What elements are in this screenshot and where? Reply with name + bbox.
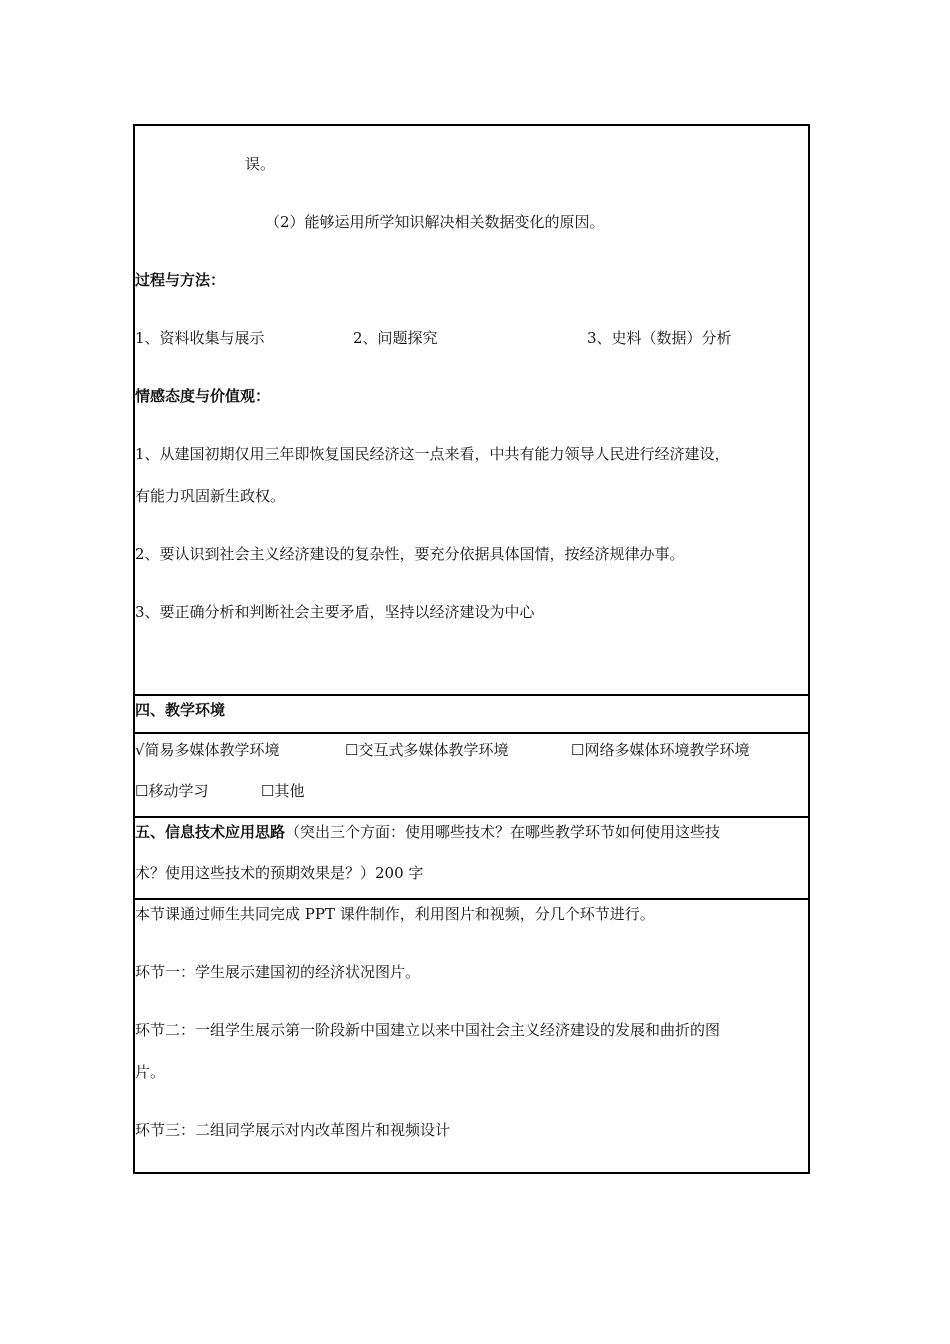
step-1: 环节一：学生展示建国初的经济状况图片。 (135, 963, 421, 981)
row-divider (135, 732, 808, 734)
section5-description-b: 术？使用这些技术的预期效果是？）200 字 (135, 864, 424, 882)
section4-heading: 四、教学环境 (135, 701, 226, 719)
row-divider (135, 694, 808, 696)
section5-heading-line1 (135, 822, 720, 842)
section5-intro: 本节课通过师生共同完成 PPT 课件制作，利用图片和视频，分几个环节进行。 (135, 905, 655, 923)
env-option-simple-multimedia[interactable]: √简易多媒体教学环境 (135, 741, 280, 759)
step-2-line1: 环节二：一组学生展示第一阶段新中国建立以来中国社会主义经济建设的发展和曲折的图 (135, 1021, 721, 1039)
env-option-mobile-learning[interactable]: ☐移动学习 (135, 782, 209, 800)
row-divider (135, 898, 808, 900)
emotion-item-1-line1: 1、从建国初期仅用三年即恢复国民经济这一点来看，中共有能力领导人民进行经济建设， (135, 445, 730, 463)
section5-heading: 五、信息技术应用思路 (135, 823, 286, 841)
step-2-line2: 片。 (135, 1063, 166, 1081)
emotion-item-3: 3、要正确分析和判断社会主要矛盾，坚持以经济建设为中心 (135, 603, 535, 621)
step-3: 环节三：二组同学展示对内改革图片和视频设计 (135, 1121, 451, 1139)
knowledge-item-2: （2）能够运用所学知识解决相关数据变化的原因。 (265, 213, 605, 231)
process-heading: 过程与方法： (135, 271, 226, 289)
process-item-2: 2、问题探究 (353, 329, 438, 347)
env-option-other[interactable]: ☐其他 (261, 782, 305, 800)
emotion-item-1-line2: 有能力巩固新生政权。 (135, 487, 286, 505)
row-divider (135, 816, 808, 818)
continued-text: 误。 (245, 155, 276, 173)
emotion-item-2: 2、要认识到社会主义经济建设的复杂性，要充分依据具体国情，按经济规律办事。 (135, 545, 685, 563)
env-option-network-multimedia[interactable]: ☐网络多媒体环境教学环境 (571, 741, 750, 759)
section5-description-a: （突出三个方面：使用哪些技术？在哪些教学环节如何使用这些技 (285, 823, 721, 841)
lesson-plan-table (133, 124, 810, 1174)
process-item-1: 1、资料收集与展示 (135, 329, 265, 347)
process-item-3: 3、史料（数据）分析 (587, 329, 732, 347)
emotion-heading: 情感态度与价值观： (135, 387, 271, 405)
env-option-interactive-multimedia[interactable]: ☐交互式多媒体教学环境 (345, 741, 509, 759)
